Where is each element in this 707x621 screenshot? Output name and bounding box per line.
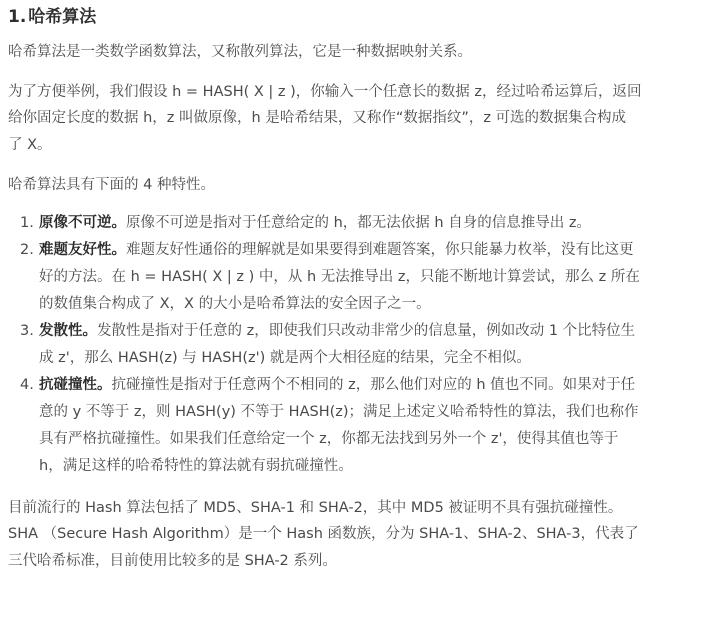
property-term: 原像不可逆。 — [39, 214, 126, 231]
example-paragraph — [8, 79, 702, 159]
example-line-2: 给你固定长度的数据 h，z 叫做原像，h 是哈希结果，又称作“数据指纹”，z 可选的数据集合构成 — [8, 110, 627, 126]
example-line-1: 为了方便举例，我们假设 h = HASH( X | z )，你输入一个任意长的数据 z，经过哈希运算后，返回 — [8, 83, 642, 100]
property-item-preimage — [8, 210, 696, 237]
property-term: 发散性。 — [39, 322, 97, 339]
section-heading — [8, 5, 707, 29]
property-index: 1. — [20, 214, 34, 231]
property-text-line: h，满足这样的哈希特性的算法就有弱抗碰撞性。 — [39, 457, 353, 474]
current-line-3: 三代哈希标准，目前使用比较多的是 SHA-2 系列。 — [8, 552, 337, 569]
property-text-line: 成 z'，那么 HASH(z) 与 HASH(z') 就是两个大相径庭的结果，完全不相似。 — [39, 349, 531, 366]
property-term: 难题友好性。 — [39, 241, 126, 258]
property-text-line: 原像不可逆是指对于任意给定的 h，都无法依据 h 自身的信息推导出 z。 — [126, 214, 591, 231]
property-text-line: 意的 y 不等于 z，则 HASH(y) 不等于 HASH(z)；满足上述定义哈希特性的算法，我们也称作 — [39, 403, 639, 420]
property-index: 3. — [20, 322, 34, 339]
current-line-1: 目前流行的 Hash 算法包括了 MD5、SHA-1 和 SHA-2，其中 MD5 被证明不具有强抗碰撞性。 — [8, 499, 623, 516]
property-text-line: 的数值集合构成了 X，X 的大小是哈希算法的安全因子之一。 — [39, 295, 431, 312]
property-item-collision-resistance — [8, 372, 696, 480]
section-number: 1. — [8, 7, 27, 27]
property-text-line: 发散性是指对于任意的 z，即使我们只改动非常少的信息量，例如改动 1 个比特位生 — [97, 322, 636, 339]
example-line-3: 了 X。 — [8, 136, 52, 153]
property-term: 抗碰撞性。 — [39, 376, 112, 393]
property-item-divergence — [8, 318, 696, 372]
features-intro-paragraph: 哈希算法具有下面的 4 种特性。 — [8, 177, 215, 193]
property-item-puzzle-friendliness — [8, 237, 696, 318]
property-text-line: 抗碰撞性是指对于任意两个不相同的 z，那么他们对应的 h 值也不同。如果对于任 — [111, 376, 636, 393]
current-algorithms-paragraph — [8, 495, 702, 575]
property-text-line: 具有严格抗碰撞性。如果我们任意给定一个 z，你都无法找到另外一个 z'，使得其值也等于 — [39, 430, 619, 447]
property-index: 4. — [20, 376, 34, 393]
property-index: 2. — [20, 241, 34, 258]
intro-paragraph: 哈希算法是一类数学函数算法，又称散列算法，它是一种数据映射关系。 — [8, 44, 472, 60]
current-line-2: SHA （Secure Hash Algorithm）是一个 Hash 函数族，分为 SHA-1、SHA-2、SHA-3，代表了 — [8, 526, 639, 542]
properties-list — [8, 210, 696, 480]
property-text-line: 难题友好性通俗的理解就是如果要得到难题答案，你只能暴力枚举，没有比这更 — [126, 241, 634, 258]
property-text-line: 好的方法。在 h = HASH( X | z ) 中，从 h 无法推导出 z，只能不断地计算尝试，那么 z 所在 — [39, 268, 640, 285]
section-title: 哈希算法 — [28, 7, 97, 27]
